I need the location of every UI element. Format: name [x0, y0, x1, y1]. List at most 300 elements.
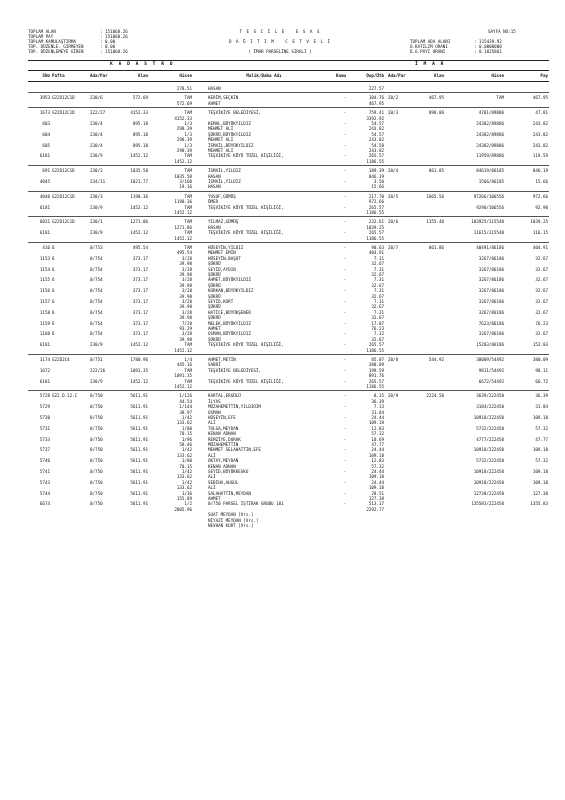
- header-left-label-4: TOP. DÜZENLEMEYE GİREN: [28, 49, 84, 54]
- cell-kamu: -: [343, 277, 346, 283]
- cell-malik: HÜSEYİN,BAŞOT: [208, 255, 241, 261]
- cell-sno: 6181: [39, 342, 50, 348]
- cell-hisse: 70.15: [179, 463, 192, 469]
- cell-pay: 47.77: [535, 436, 548, 442]
- header-right-labels: [410, 39, 450, 54]
- cell-hisse: 495.54: [176, 250, 192, 256]
- cell-dop: 243.82: [368, 126, 384, 132]
- cell-sno: 604: [42, 131, 50, 137]
- cell-malik: ŞÜKRÜ: [208, 304, 221, 310]
- cell-hisse: 39.98: [179, 336, 192, 342]
- cell-pay: 127.38: [532, 490, 548, 496]
- column-header-ihisse: Hisse: [491, 73, 504, 78]
- cell-hisse: 1/42: [181, 479, 192, 485]
- cell-alan: 373.17: [132, 288, 148, 294]
- cell-adapar: 0/750: [90, 415, 103, 420]
- cell-sno: 4045: [39, 179, 50, 184]
- cell-hisse: 1/3: [184, 131, 192, 137]
- cell-hisse: 1035.58: [174, 173, 192, 179]
- cell-adapar: 0/754: [90, 299, 103, 304]
- cell-pay: 32.67: [535, 309, 548, 315]
- cell-alan: 5611.91: [130, 479, 148, 485]
- cell-iadapar: 20/6: [388, 219, 399, 225]
- cell-alan: 5611.91: [130, 490, 148, 496]
- cell-hisse: TAM: [184, 168, 192, 174]
- cell-dop: 10.69: [371, 436, 384, 442]
- cell-dop: 265.57: [368, 230, 384, 236]
- cell-malik: ŞÜKRÜ,BÜYÜKYILDIZ: [208, 131, 251, 137]
- cell-malik: TOLGA,MEYDAN: [208, 425, 239, 431]
- cell-pafta: G22.D.12.C: [52, 393, 78, 399]
- cell-hisse: 1190.36: [174, 199, 192, 205]
- cell-hisse: 1091.35: [174, 373, 192, 379]
- cell-hisse: 4152.33: [174, 115, 192, 121]
- cell-dop: 24.44: [371, 415, 384, 420]
- cell-hisse: 1/3: [184, 121, 192, 126]
- cell-ialan: 861.86: [428, 245, 444, 250]
- header-left-value-2: : 0.00: [100, 39, 116, 44]
- cell-adapar: 0/751: [90, 357, 103, 362]
- cell-ihisse: 3267/86186: [478, 255, 504, 261]
- cell-kamu: -: [343, 331, 346, 337]
- header-left-label-1: TOPLAM PAY: [28, 34, 54, 39]
- cell-malik: HÜSEYİN,YILDIZ: [208, 245, 244, 250]
- cell-hisse: 2805.96: [174, 506, 192, 512]
- group-separator: [28, 242, 549, 243]
- cell-malik: KORKAN,BÜYÜKYILDIZ: [208, 288, 254, 294]
- cell-hisse: 1/144: [179, 404, 192, 410]
- group-separator: [28, 92, 549, 93]
- cell-adapar: 234/11: [90, 179, 106, 184]
- title-tescile-esas: T E S C İ L E E S A S: [239, 29, 321, 34]
- cell-malik: SALAHATTİN,MEYDAN: [208, 490, 251, 496]
- cell-sno: 5730: [39, 415, 50, 420]
- cell-malik: İLYAS: [208, 398, 221, 404]
- cell-dop: 57.32: [371, 431, 384, 437]
- header-right-value-0: : 115439.92: [474, 39, 502, 44]
- cell-hisse: 1452.12: [174, 158, 192, 164]
- cell-iadapar: 20/3: [388, 110, 399, 116]
- cell-sno: 6181: [39, 378, 50, 384]
- cell-ihisse: 24382/89886: [476, 121, 504, 126]
- cell-alan: 373.17: [132, 320, 148, 326]
- cell-malik: TEŞVİKİYE KÖYÜ TÜZEL KİŞİLİĞİ,: [208, 153, 284, 159]
- cell-pay: 109.18: [532, 447, 548, 453]
- cell-hisse: 3/160: [179, 179, 192, 184]
- cell-dop: 1039.25: [366, 224, 384, 230]
- cell-pafta: G22D12C1D: [52, 110, 75, 116]
- header-right-label-1: O.KATILIM ORANI: [410, 44, 448, 49]
- cell-sno: 5741: [39, 469, 50, 474]
- cell-dop: 232.61: [368, 219, 384, 225]
- cell-alan: 1780.96: [130, 357, 148, 362]
- cell-kamu: -: [343, 357, 346, 362]
- cell-adapar: 230/4: [90, 131, 103, 137]
- cell-adapar: 0/753: [90, 245, 103, 250]
- cell-alan: 1452.12: [130, 378, 148, 384]
- cell-dop: 36.39: [371, 398, 384, 404]
- cell-hisse: 1452.12: [174, 384, 192, 389]
- cell-adapar: 230/4: [90, 121, 103, 126]
- cell-dop: 32.67: [371, 336, 384, 342]
- cell-adapar: 230/2: [90, 168, 103, 174]
- cell-pay: 243.82: [532, 131, 548, 137]
- cell-dop: 32.67: [371, 282, 384, 288]
- cell-pay: 243.82: [532, 121, 548, 126]
- group-separator: [28, 390, 549, 391]
- cell-kamu: -: [343, 490, 346, 496]
- cell-malik: ŞÜKRÜ: [208, 261, 221, 267]
- cell-hisse: 1/3: [184, 142, 192, 148]
- cell-kamu: -: [343, 288, 346, 294]
- cell-iadapar: 20/7: [388, 245, 399, 250]
- cell-dop: 265.57: [368, 342, 384, 348]
- cell-hisse: 1271.86: [174, 224, 192, 230]
- cell-sno: 5731: [39, 425, 50, 431]
- cell-malik: ŞÜKRÜ: [208, 282, 221, 288]
- cell-malik: NEVHAN KURT [Vrs.]: [208, 523, 254, 528]
- cell-sno: 1153: [39, 255, 50, 261]
- cell-hisse: 39.98: [179, 293, 192, 299]
- cell-ihisse: TAM: [496, 95, 504, 101]
- cell-pay: 1039.25: [530, 219, 548, 225]
- cell-dop: 24.44: [371, 447, 384, 453]
- cell-ihisse: 10918/222450: [473, 415, 504, 420]
- cell-ihisse: 97266/106556: [473, 193, 504, 199]
- cell-hisse: 7/28: [181, 320, 192, 326]
- cell-iadapar: 20/9: [388, 393, 399, 399]
- cell-hisse: 1452.12: [174, 235, 192, 241]
- cell-ihisse: 4781/89886: [478, 110, 504, 116]
- group-separator: [28, 107, 549, 108]
- cell-alan: 1091.35: [130, 367, 148, 373]
- imar-section-header: İ M A R: [415, 62, 445, 67]
- cell-malik: ŞÜKRÜ: [208, 272, 221, 277]
- cell-kamu: -: [343, 479, 346, 485]
- cell-pay: 57.32: [535, 458, 548, 464]
- cell-malik: AHMET: [208, 496, 221, 501]
- column-header-kamu: Kamu: [335, 73, 346, 78]
- cell-malik: KENAN ADNAN: [208, 463, 236, 469]
- cell-adapar: 230/9: [90, 378, 103, 384]
- cell-malik: AHMET,METİN: [208, 357, 236, 362]
- cell-pafta: 6: [52, 288, 55, 294]
- cell-sno: 6674: [39, 501, 50, 507]
- cell-dop: 32.67: [371, 304, 384, 310]
- cell-alan: 373.17: [132, 299, 148, 304]
- cell-hisse: 3/28: [181, 277, 192, 283]
- cell-ihisse: 5732/222450: [476, 458, 504, 464]
- cell-pay: 404.91: [532, 245, 548, 250]
- cell-malik: MEHMET EMİN: [208, 250, 236, 256]
- cell-malik: ALİ: [208, 474, 216, 480]
- kadastro-section-header: K A D A S T R O: [110, 62, 174, 67]
- cell-malik: KARTAL,ERGÜLÜ: [208, 393, 241, 399]
- cell-dop: 8.15: [373, 393, 384, 399]
- cell-pay: 32.67: [535, 266, 548, 272]
- cell-dop: 12.83: [371, 425, 384, 431]
- cell-adapar: 0/754: [90, 309, 103, 315]
- cell-hisse: 3/28: [181, 288, 192, 294]
- column-header-pafta: Pafta: [52, 73, 65, 78]
- cell-hisse: TAM: [184, 193, 192, 199]
- cell-malik: KEMAL,BÜYÜKYILDIZ: [208, 121, 251, 126]
- cell-kamu: -: [343, 458, 346, 464]
- cell-dop: 57.32: [371, 463, 384, 469]
- cell-kamu: -: [343, 320, 346, 326]
- cell-dop: 109.18: [368, 452, 384, 458]
- cell-sno: 5728: [39, 393, 50, 399]
- cell-dop: 265.57: [368, 204, 384, 210]
- cell-pay: 31.84: [535, 404, 548, 410]
- cell-sno: 3174: [39, 357, 50, 362]
- cell-pafta: 6: [52, 299, 55, 304]
- cell-malik: HASAN: [208, 86, 221, 91]
- cell-pafta: 6: [52, 320, 55, 326]
- cell-hisse: 93.29: [179, 326, 192, 331]
- cell-kamu: -: [343, 425, 346, 431]
- cell-sno: 5740: [39, 458, 50, 464]
- cell-ihisse: 1566/86185: [478, 179, 504, 184]
- cell-hisse: 3/28: [181, 299, 192, 304]
- cell-sno: 1156: [39, 288, 50, 294]
- cell-hisse: TAM: [184, 204, 192, 210]
- cell-malik: AHMET: [208, 100, 221, 106]
- cell-pafta: G22D12C1D: [52, 193, 75, 199]
- cell-alan: 373.17: [132, 255, 148, 261]
- cell-dop: 243.82: [368, 137, 384, 143]
- cell-adapar: 0/754: [90, 331, 103, 337]
- cell-ialan: 1155.40: [426, 219, 444, 225]
- cell-dop: 1186.55: [366, 210, 384, 215]
- cell-sno: 4040: [39, 193, 50, 199]
- cell-pafta: 6: [52, 309, 55, 315]
- cell-dop: 127.38: [368, 496, 384, 501]
- cell-sno: 416: [42, 245, 50, 250]
- cell-adapar: 0/750: [90, 436, 103, 442]
- cell-alan: 5611.91: [130, 425, 148, 431]
- cell-hisse: TAM: [184, 110, 192, 116]
- cell-adapar: 230/4: [90, 142, 103, 148]
- cell-malik: OSMAN,BÜYÜKYILDIZ: [208, 331, 251, 337]
- cell-sno: 5733: [39, 436, 50, 442]
- cell-kamu: -: [343, 95, 346, 101]
- cell-dop: 7.31: [373, 309, 384, 315]
- title-dagitim-cetveli: D A Ğ I T I M C E T V E L İ: [228, 39, 332, 44]
- header-left-value-3: : 0.00: [100, 44, 116, 49]
- page-number: SAYFA NO:15: [488, 29, 516, 34]
- cell-sno: 1154: [39, 266, 50, 272]
- divider-top: [28, 60, 549, 61]
- cell-adapar: 0/754: [90, 277, 103, 283]
- cell-dop: 28.51: [371, 490, 384, 496]
- cell-pay: 32.67: [535, 331, 548, 337]
- cell-malik: OKTAY,MEYDAN: [208, 458, 239, 464]
- cell-hisse: 3/28: [181, 331, 192, 337]
- cell-kamu: -: [343, 219, 346, 225]
- cell-dop: 513.17: [368, 501, 384, 507]
- title-imar-sirali: ( İMAR PARSELİNE SIRALI ): [248, 49, 312, 54]
- cell-adapar: 0/750: [90, 425, 103, 431]
- cell-hisse: 1452.12: [174, 210, 192, 215]
- cell-kamu: -: [343, 153, 346, 159]
- cell-hisse: 1/2: [184, 501, 192, 507]
- cell-hisse: TAM: [184, 245, 192, 250]
- cell-malik: NİYAZİ MEYDAN [Vrs.]: [208, 517, 259, 523]
- cell-alan: 895.18: [132, 131, 148, 137]
- cell-ihisse: 10918/222450: [473, 479, 504, 485]
- cell-dop: 7.13: [373, 404, 384, 410]
- cell-alan: 1021.77: [130, 179, 148, 184]
- cell-dop: 3392.92: [366, 115, 384, 121]
- cell-dop: 104.76: [368, 95, 384, 101]
- cell-kamu: -: [343, 168, 346, 174]
- cell-ihisse: 24382/89886: [476, 131, 504, 137]
- header-left-value-0: : 151068.26: [100, 29, 128, 34]
- cell-adapar: 0/754: [90, 266, 103, 272]
- cell-malik: SEYİD,BÜYÜKKESKU: [208, 469, 249, 474]
- cell-malik: HASAN: [208, 173, 221, 179]
- cell-malik: OSMAN: [208, 409, 221, 415]
- cell-ihisse: 84619/86185: [476, 168, 504, 174]
- cell-malik: 0/750 PARSEL İŞTİRAK GRUBU 101: [208, 501, 284, 507]
- cell-hisse: 1/42: [181, 415, 192, 420]
- cell-hisse: 58.46: [179, 442, 192, 447]
- cell-malik: MÜZAHEMETTİN,YILDIRIM: [208, 404, 261, 410]
- column-header-dop: Dop/Ütb: [366, 73, 384, 78]
- cell-ihisse: 40491/86186: [476, 245, 504, 250]
- cell-kamu: -: [343, 378, 346, 384]
- cell-alan: 5611.91: [130, 436, 148, 442]
- header-left-value-1: : 151068.26: [100, 34, 128, 39]
- cell-ihisse: 11959/89886: [476, 153, 504, 159]
- cell-malik: ALİ: [208, 452, 216, 458]
- cell-ihisse: 9290/106556: [476, 204, 504, 210]
- divider-columns: [28, 81, 549, 82]
- cell-hisse: 39.98: [179, 315, 192, 321]
- cell-dop: 47.77: [371, 442, 384, 447]
- cell-kamu: -: [343, 309, 346, 315]
- cell-adapar: 0/750: [90, 404, 103, 410]
- cell-ihisse: 15203/86186: [476, 342, 504, 348]
- cell-pay: 109.18: [532, 469, 548, 474]
- cell-adapar: 222/27: [90, 110, 106, 116]
- cell-alan: 373.17: [132, 277, 148, 283]
- cell-hisse: 3/28: [181, 309, 192, 315]
- cell-ihisse: 38009/54492: [476, 357, 504, 362]
- cell-adapar: 0/754: [90, 320, 103, 326]
- cell-iadapar: 20/4: [388, 168, 399, 174]
- cell-kamu: -: [343, 342, 346, 348]
- column-header-iadapar: Ada/Par: [388, 73, 406, 78]
- cell-pay: 467.95: [532, 95, 548, 101]
- cell-adapar: 230/1: [90, 219, 103, 225]
- cell-pay: 47.81: [535, 110, 548, 116]
- header-right-value-2: : 0.1825861: [474, 49, 502, 54]
- cell-dop: 243.82: [368, 148, 384, 153]
- cell-hisse: TAM: [184, 153, 192, 159]
- cell-hisse: 1/4: [184, 357, 192, 362]
- cell-ihisse: 3267/86186: [478, 331, 504, 337]
- cell-dop: 199.59: [368, 367, 384, 373]
- cell-adapar: 230/3: [90, 193, 103, 199]
- cell-pafta: G22D12C1D: [52, 219, 75, 225]
- cell-sno: 1155: [39, 277, 50, 283]
- cell-malik: AHMET: [208, 326, 221, 331]
- header-left-value-4: : 151068.26: [100, 49, 128, 54]
- header-left-label-0: TOPLAM ALAN: [28, 29, 56, 34]
- cell-alan: 373.17: [132, 266, 148, 272]
- cell-malik: AHMET,BÜYÜKYILDIZ: [208, 277, 251, 283]
- cell-dop: 404.91: [368, 250, 384, 256]
- cell-pay: 32.67: [535, 299, 548, 304]
- cell-adapar: 222/26: [90, 367, 106, 373]
- cell-sno: 6181: [39, 204, 50, 210]
- cell-sno: 1160: [39, 331, 50, 337]
- cell-kamu: -: [343, 204, 346, 210]
- cell-adapar: 0/750: [90, 469, 103, 474]
- cell-adapar: 0/750: [90, 479, 103, 485]
- cell-malik: SEYİD,AYDIN: [208, 266, 236, 272]
- cell-pafta: 6: [52, 277, 55, 283]
- cell-hisse: TAM: [184, 378, 192, 384]
- cell-dop: 31.84: [371, 409, 384, 415]
- cell-sno: 3953: [39, 95, 50, 101]
- cell-pay: 15.66: [535, 179, 548, 184]
- cell-hisse: 3/28: [181, 266, 192, 272]
- cell-dop: 15.66: [371, 184, 384, 190]
- cell-malik: KENAN ADNAN: [208, 431, 236, 437]
- cell-kamu: -: [343, 404, 346, 410]
- cell-hisse: 133.62: [176, 474, 192, 480]
- group-separator: [28, 216, 549, 217]
- cell-dop: 54.57: [371, 131, 384, 137]
- cell-dop: 7.32: [373, 331, 384, 337]
- cell-hisse: 70.15: [179, 431, 192, 437]
- cell-ihisse: 3267/86186: [478, 299, 504, 304]
- cell-kamu: -: [343, 266, 346, 272]
- column-header-malik: Malik/Baba Adı: [246, 73, 282, 78]
- cell-adapar: 0/754: [90, 255, 103, 261]
- cell-dop: 32.67: [371, 315, 384, 321]
- cell-ihisse: 4777/222450: [476, 436, 504, 442]
- group-separator: [28, 165, 549, 166]
- cell-alan: 895.18: [132, 121, 148, 126]
- cell-alan: 5611.91: [130, 447, 148, 453]
- cell-hisse: 1/42: [181, 469, 192, 474]
- cell-alan: 5611.91: [130, 458, 148, 464]
- cell-pay: 119.59: [532, 153, 548, 159]
- cell-iadapar: 20/5: [388, 193, 399, 199]
- cell-malik: HÜSEYİN,EFE: [208, 415, 236, 420]
- column-header-ialan: Alan: [433, 73, 444, 78]
- cell-kamu: -: [343, 121, 346, 126]
- cell-pafta: G22D12C1D: [52, 168, 75, 174]
- cell-kamu: -: [343, 436, 346, 442]
- cell-pay: 243.82: [532, 142, 548, 148]
- cell-dop: 109.18: [368, 420, 384, 426]
- header-right-label-0: TOPLAM ADA ALANI: [410, 39, 451, 44]
- cell-hisse: 44.54: [179, 398, 192, 404]
- cell-pay: 380.09: [532, 357, 548, 362]
- cell-iadapar: 20/8: [388, 357, 399, 362]
- cell-dop: 109.18: [368, 485, 384, 491]
- cell-malik: HASAN: [208, 224, 221, 230]
- cell-malik: TEŞVİKİYE KÖYÜ TÜZEL KİŞİLİĞİ,: [208, 204, 284, 210]
- cell-hisse: 298.39: [176, 148, 192, 153]
- cell-hisse: 1/80: [181, 425, 192, 431]
- cell-malik: ŞÜKRÜ: [208, 293, 221, 299]
